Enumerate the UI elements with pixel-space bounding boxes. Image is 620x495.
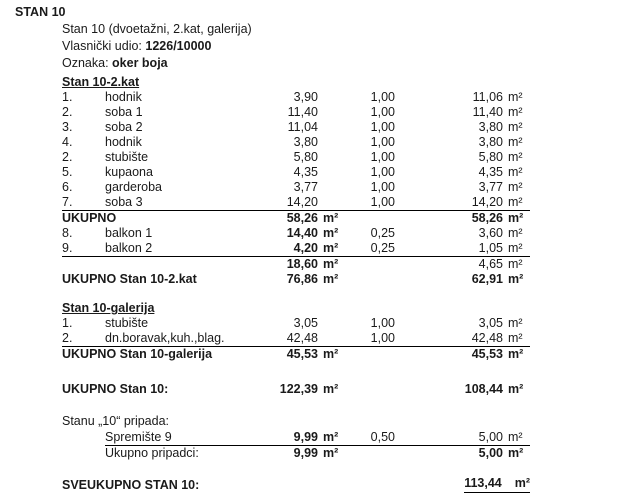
room-name: dn.boravak,kuh.,blag. [105,331,240,347]
unit-label: m² [508,446,524,460]
room-name: Spremište 9 [105,430,240,446]
area-value: 45,53 [286,347,318,361]
coefficient-value [345,476,395,493]
reduced-area-value: 42,48 [395,331,503,347]
area-unit: m² [323,446,339,460]
area-unit: m² [323,211,339,225]
unit-label: m² [508,257,523,271]
area-unit [318,180,345,195]
coefficient-value: 0,25 [370,226,395,240]
grand-total-underlined-value: 113,44 m² [464,476,530,493]
unit-label: m² [508,382,524,396]
row-number [62,446,105,462]
appurtenances-table [62,430,530,461]
room-name: hodnik [105,90,142,104]
coefficient-value: 1,00 [370,105,395,119]
subtotal-row-ukupno [62,211,530,227]
area-value: 9,99 [240,430,318,446]
table-row-balcony [62,226,530,241]
row-number: 8. [62,226,73,240]
grand-total-label: SVEUKUPNO STAN 10: [62,478,200,492]
unit-label: m² [503,331,530,347]
area-value: 3,77 [293,180,318,194]
row-number: 5. [62,165,73,179]
coefficient-value: 1,00 [370,135,395,149]
coefficient-value: 1,00 [370,316,395,330]
total-label: UKUPNO Stan 10-galerija [62,347,213,361]
coefficient-value [345,382,395,397]
row-number: 4. [62,135,73,149]
area-unit [318,316,345,331]
reduced-area-value: 3,80 [478,135,503,149]
reduced-area-value: 11,40 [472,105,503,119]
floor-total-row [62,272,530,287]
area-unit: m² [323,382,339,396]
document-body [62,21,620,493]
row-number: 3. [62,120,73,134]
unit-label: m² [508,150,523,164]
room-name: Ukupno pripadci: [105,446,199,460]
area-value: 4,20 [240,241,318,257]
mark-value: oker boja [112,56,168,70]
reduced-area-value: 4,35 [478,165,503,179]
room-name: soba 1 [105,105,143,119]
area-value: 5,80 [293,150,318,164]
table-row [62,150,530,165]
room-name: balkon 1 [105,226,153,240]
subtotal-label [62,257,240,273]
area-unit [318,90,345,105]
grand-total-value-cell [395,476,530,493]
table-row-balcony [62,241,530,257]
coefficient-value: 1,00 [370,120,395,134]
reduced-area-value: 3,60 [478,226,503,240]
coefficient-value: 1,00 [370,150,395,164]
table-row [62,195,530,211]
room-name: stubište [105,316,149,330]
room-name: garderoba [105,180,162,194]
reduced-area-value: 5,00 [478,446,503,460]
page-title: STAN 10 [15,5,66,19]
unit-label: m² [508,211,524,225]
coefficient-value: 1,00 [370,165,395,179]
area-unit: m² [318,430,345,446]
reduced-area-value: 108,44 [464,382,503,396]
gallery-section-table [62,316,530,362]
room-name: soba 2 [105,120,143,134]
floor-section-table [62,90,530,287]
mark-label: Oznaka: [62,56,109,70]
unit-label: m² [508,272,524,286]
reduced-area-value: 5,80 [478,150,503,164]
row-number [62,430,105,446]
table-row [62,316,530,331]
coefficient-value: 1,00 [370,90,395,104]
coefficient-value [345,257,395,273]
area-unit: m² [323,272,339,286]
area-value: 11,40 [287,105,318,119]
area-value: 3,90 [293,90,318,104]
coefficient-value: 1,00 [345,331,395,347]
area-unit: m² [323,347,339,361]
area-unit [318,195,345,211]
room-name: kupaona [105,165,153,179]
unit-label: m² [508,226,523,240]
row-number: 1. [62,316,73,330]
reduced-area-value: 5,00 [395,430,503,446]
total-label: UKUPNO Stan 10-2.kat [62,272,197,286]
coefficient-value: 0,25 [345,241,395,257]
ownership-share-value: 1226/10000 [145,39,212,53]
table-row [62,90,530,105]
row-number: 2. [62,105,73,119]
area-value: 18,60 [286,257,318,271]
coefficient-value [345,347,395,363]
reduced-area-value: 14,20 [395,195,503,211]
unit-label: m² [508,347,524,361]
gallery-total-row [62,347,530,363]
row-number: 7. [62,195,105,211]
unit-label: m² [508,120,523,134]
appurtenances-intro: Stanu „10“ pripada: [62,414,170,428]
reduced-area-value: 62,91 [471,272,503,286]
appurtenances-total-row [62,446,530,462]
table-row [62,105,530,120]
coefficient-value: 1,00 [345,195,395,211]
area-value [240,476,318,493]
area-unit: m² [318,241,345,257]
area-unit: m² [323,257,339,271]
reduced-area-value: 3,05 [478,316,503,330]
unit-label: m² [508,135,523,149]
area-value: 122,39 [279,382,318,396]
unit-label: m² [508,165,523,179]
subtotal-label: UKUPNO [62,211,117,225]
area-value: 76,86 [286,272,318,286]
unit-label: m² [503,241,530,257]
apartment-subtitle: Stan 10 (dvoetažni, 2.kat, galerija) [62,22,252,36]
area-unit [318,150,345,165]
grand-total-table [62,476,530,493]
unit-label: m² [503,430,530,446]
row-number: 1. [62,90,73,104]
area-value: 14,40 [286,226,318,240]
ownership-share-line [62,38,620,55]
table-row [62,331,530,347]
gallery-section-heading: Stan 10-galerija [62,301,155,315]
coefficient-value [345,211,395,227]
storage-row [62,430,530,446]
unit-label: m² [503,195,530,211]
area-unit [318,105,345,120]
unit-label: m² [508,316,523,330]
reduced-area-value: 45,53 [471,347,503,361]
unit-label: m² [508,105,523,119]
unit-label: m² [508,180,523,194]
room-name: balkon 2 [105,241,240,257]
mark-line [62,55,620,72]
area-unit [318,331,345,347]
table-row [62,135,530,150]
row-number: 9. [62,241,105,257]
row-number: 6. [62,180,73,194]
coefficient-value [345,272,395,287]
reduced-area-value: 3,77 [478,180,503,194]
area-value: 9,99 [293,446,318,460]
reduced-area-value: 58,26 [471,211,503,225]
reduced-area-value: 4,65 [478,257,503,271]
area-unit [318,120,345,135]
room-name: stubište [105,150,149,164]
apartment-total-row [62,382,530,397]
area-value: 11,04 [287,120,318,134]
total-label: UKUPNO Stan 10: [62,382,169,396]
area-unit [318,476,345,493]
area-value: 4,35 [293,165,318,179]
area-value: 14,20 [240,195,318,211]
reduced-area-value: 11,06 [472,90,503,104]
reduced-area-value: 1,05 [395,241,503,257]
unit-label: m² [508,90,523,104]
table-row [62,120,530,135]
ownership-share-label: Vlasnički udio: [62,39,142,53]
area-value: 3,05 [293,316,318,330]
area-value: 58,26 [286,211,318,225]
grand-total-row [62,476,530,493]
row-number: 2. [62,331,105,347]
area-unit: m² [323,226,339,240]
room-name: hodnik [105,135,142,149]
coefficient-value: 0,50 [345,430,395,446]
area-value: 42,48 [240,331,318,347]
area-value: 3,80 [293,135,318,149]
table-row [62,165,530,180]
coefficient-value: 1,00 [370,180,395,194]
row-number: 2. [62,150,73,164]
apartment-total-table [62,382,530,397]
table-row [62,180,530,195]
room-name: soba 3 [105,195,240,211]
floor-section-heading: Stan 10-2.kat [62,75,140,89]
coefficient-value [345,446,395,462]
area-unit [318,135,345,150]
reduced-area-value: 3,80 [478,120,503,134]
balcony-subtotal-row [62,257,530,273]
area-unit [318,165,345,180]
